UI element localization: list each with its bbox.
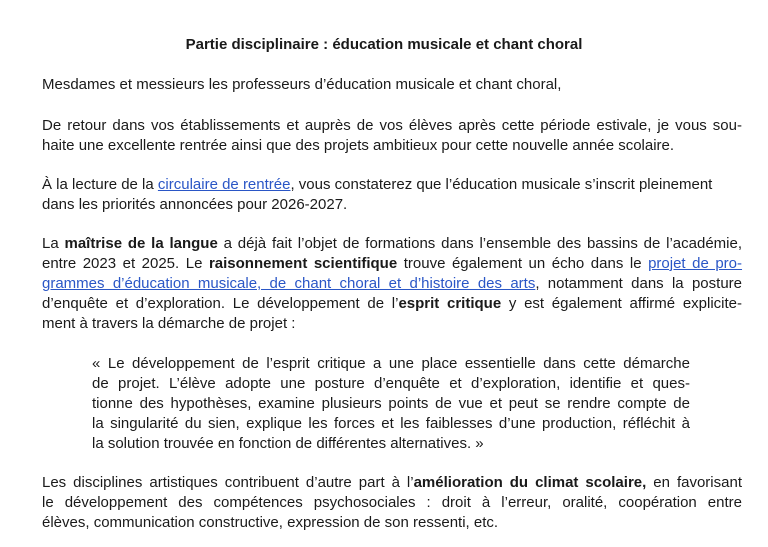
text-fragment: La [42, 235, 65, 252]
text-fragment: trouve également un écho dans le [397, 255, 649, 272]
text-fragment: y est également affirmé explicite- [501, 295, 743, 312]
text-fragment: d’enquête et d’exploration. Le développement de l’ [42, 295, 399, 312]
text-line [42, 294, 742, 314]
text-line: dans les priorités annoncées pour 2026-2027. [42, 196, 348, 213]
bold-term: amélioration du climat scolaire, [413, 474, 647, 491]
text-fragment: , notamment dans la posture [535, 275, 742, 292]
circular-paragraph [42, 175, 742, 215]
text-line [42, 175, 742, 195]
text-fragment: entre 2023 et 2025. Le [42, 255, 209, 272]
programmes-link[interactable]: projet de pro- [648, 255, 743, 272]
bold-term: esprit critique [398, 295, 502, 312]
text-fragment: a déjà fait l’objet de formations dans l’ensemble des bassins de l’académie, [217, 235, 742, 252]
text-line [42, 274, 742, 294]
blockquote [92, 354, 690, 454]
priorities-paragraph [42, 234, 742, 334]
greeting-paragraph [42, 75, 742, 95]
text-fragment: , vous constaterez que l’éducation musicale s’inscrit pleinement [290, 176, 713, 193]
quote-line: de projet. L’élève adopte une posture d’enquête et d’exploration, identifie et ques- [92, 375, 690, 392]
text-line: De retour dans vos établissements et auprès de vos élèves après cette période estivale, je vous sou- [42, 117, 742, 134]
quote-line: « Le développement de l’esprit critique a une place essentielle dans cette démarche [92, 355, 690, 372]
circulaire-link[interactable]: circulaire de rentrée [157, 176, 291, 193]
text-line [42, 254, 742, 274]
programmes-link-continued[interactable]: grammes d’éducation musicale, de chant choral et d’histoire des arts [42, 275, 536, 292]
bold-term: maîtrise de la langue [64, 235, 218, 252]
text-fragment: Les disciplines artistiques contribuent d’autre part à l’ [42, 474, 414, 491]
text-fragment: en favorisant [646, 474, 742, 491]
text-line: haite une excellente rentrée ainsi que des projets ambitieux pour cette nouvelle année scolaire. [42, 137, 675, 154]
intro-paragraph [42, 116, 742, 156]
text-line: le développement des compétences psychosociales : droit à l’erreur, oralité, coopération entre [42, 494, 742, 511]
section-title: Partie disciplinaire : éducation musicale et chant choral [185, 36, 583, 53]
text-line: élèves, communication constructive, expression de son ressenti, etc. [42, 514, 499, 531]
text-fragment: À la lecture de la [42, 176, 158, 193]
quote-line: la solution trouvée en fonction de différentes alternatives. » [92, 435, 484, 452]
text-line [42, 234, 742, 254]
text-line: ment à travers la démarche de projet : [42, 315, 296, 332]
quote-line: tionne des hypothèses, examine plusieurs points de vue et peut se rendre compte de [92, 395, 690, 412]
text-line [42, 473, 742, 493]
bold-term: raisonnement scientifique [208, 255, 398, 272]
greeting-text: Mesdames et messieurs les professeurs d’éducation musicale et chant choral, [42, 76, 562, 93]
climate-paragraph [42, 473, 742, 533]
quote-line: la singularité du sien, explique les forces et les faiblesses d’une production, réfléchit à [92, 415, 690, 432]
